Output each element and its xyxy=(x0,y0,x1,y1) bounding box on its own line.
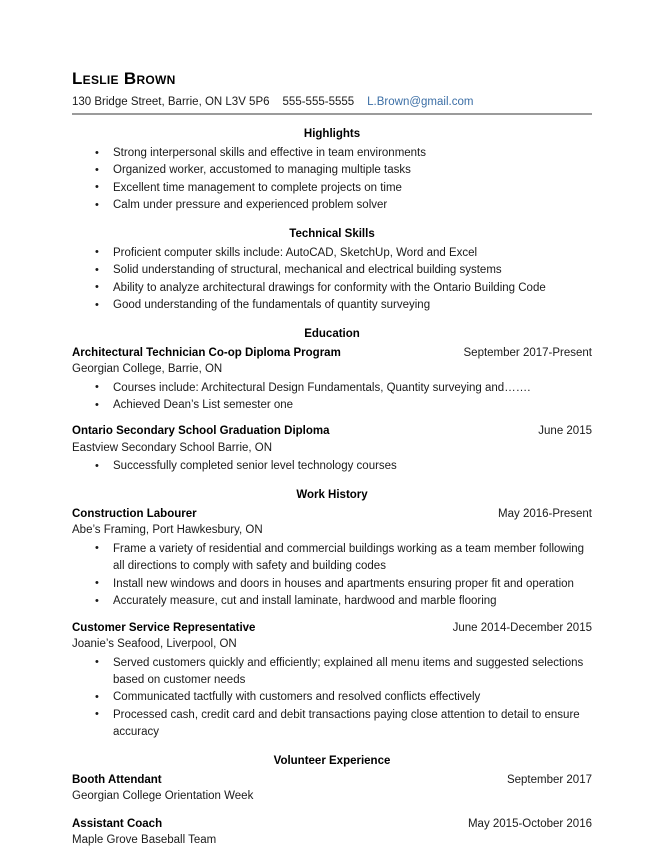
list-item: • Served customers quickly and efficiently; explained all menu items and suggested selections based on customer needs xyxy=(72,655,592,690)
entry-subtitle: Maple Grove Baseball Team xyxy=(72,834,217,847)
entry-bullets xyxy=(72,380,592,415)
entry-subtitle: Eastview Secondary School Barrie, ON xyxy=(72,442,273,455)
entry-subtitle: Georgian College Orientation Week xyxy=(72,790,254,803)
section-education xyxy=(72,327,592,476)
entry-date: September 2017-Present xyxy=(463,346,592,359)
section-heading-technical-skills: Technical Skills xyxy=(289,227,375,240)
entry-date: May 2015-October 2016 xyxy=(467,817,592,830)
contact-address: 130 Bridge Street, Barrie, ON L3V 5P6 xyxy=(72,95,270,108)
volunteer-entry xyxy=(72,772,592,806)
list-item: • Proficient computer skills include: AutoCAD, SketchUp, Word and Excel xyxy=(72,245,592,262)
list-item: • Calm under pressure and experienced problem solver xyxy=(72,197,592,214)
entry-header xyxy=(72,620,592,637)
list-item: • Solid understanding of structural, mechanical and electrical building systems xyxy=(72,262,592,279)
section-highlights xyxy=(72,127,592,215)
list-item: • Successfully completed senior level technology courses xyxy=(72,458,592,475)
entry-title: Customer Service Representative xyxy=(72,621,256,634)
list-item: • Good understanding of the fundamentals of quantity surveying xyxy=(72,297,592,314)
entry-bullets xyxy=(72,541,592,611)
entry-date: June 2014-December 2015 xyxy=(452,621,592,634)
entry-title: Assistant Coach xyxy=(72,817,163,830)
list-item: • Organized worker, accustomed to managing multiple tasks xyxy=(72,162,592,179)
contact-line xyxy=(72,95,592,109)
list-item: • Ability to analyze architectural drawings for conformity with the Ontario Building Code xyxy=(72,280,592,297)
entry-subtitle: Joanie’s Seafood, Liverpool, ON xyxy=(72,638,237,651)
entry-date: June 2015 xyxy=(538,425,592,438)
resume-header xyxy=(72,70,592,115)
section-volunteer-experience xyxy=(72,754,592,850)
education-entry xyxy=(72,345,592,415)
contact-email-link[interactable]: L.Brown@gmail.com xyxy=(367,95,474,108)
entry-header xyxy=(72,423,592,440)
entry-title: Construction Labourer xyxy=(72,507,197,520)
entry-subtitle: Georgian College, Barrie, ON xyxy=(72,363,223,376)
volunteer-entry xyxy=(72,816,592,850)
contact-phone: 555-555-5555 xyxy=(282,95,355,108)
section-heading-work-history: Work History xyxy=(296,488,368,501)
section-heading-volunteer-experience: Volunteer Experience xyxy=(273,754,391,767)
entry-header xyxy=(72,506,592,523)
work-entry xyxy=(72,506,592,611)
entry-header xyxy=(72,772,592,789)
candidate-name: Leslie Brown xyxy=(72,69,176,88)
section-technical-skills xyxy=(72,227,592,315)
entry-title: Architectural Technician Co-op Diploma Program xyxy=(72,346,341,359)
entry-subtitle: Abe’s Framing, Port Hawkesbury, ON xyxy=(72,524,263,537)
entry-date: September 2017 xyxy=(506,773,592,786)
section-work-history xyxy=(72,488,592,742)
resume-document xyxy=(72,0,592,850)
list-item: • Excellent time management to complete projects on time xyxy=(72,180,592,197)
entry-bullets xyxy=(72,458,592,475)
list-item: • Communicated tactfully with customers and resolved conflicts effectively xyxy=(72,689,592,706)
list-item: • Strong interpersonal skills and effective in team environments xyxy=(72,145,592,162)
list-item: • Courses include: Architectural Design Fundamentals, Quantity surveying and……. xyxy=(72,380,592,397)
technical-skills-list xyxy=(72,245,592,315)
work-entry xyxy=(72,620,592,742)
section-heading-highlights: Highlights xyxy=(303,128,361,141)
entry-title: Ontario Secondary School Graduation Diploma xyxy=(72,425,330,438)
list-item: • Frame a variety of residential and commercial buildings working as a team member following all directions to comply with safety and building codes xyxy=(72,541,592,576)
list-item: • Achieved Dean’s List semester one xyxy=(72,397,592,414)
list-item: • Accurately measure, cut and install laminate, hardwood and marble flooring xyxy=(72,593,592,610)
entry-title: Booth Attendant xyxy=(72,773,162,786)
entry-header xyxy=(72,345,592,362)
header-divider xyxy=(72,113,592,115)
section-heading-education: Education xyxy=(304,327,360,340)
entry-date: May 2016-Present xyxy=(498,507,592,520)
highlights-list xyxy=(72,145,592,215)
entry-header xyxy=(72,816,592,833)
list-item: • Processed cash, credit card and debit transactions paying close attention to detail to ensure accuracy xyxy=(72,707,592,742)
list-item: • Install new windows and doors in houses and apartments ensuring proper fit and operation xyxy=(72,576,592,593)
education-entry xyxy=(72,423,592,475)
entry-bullets xyxy=(72,655,592,742)
